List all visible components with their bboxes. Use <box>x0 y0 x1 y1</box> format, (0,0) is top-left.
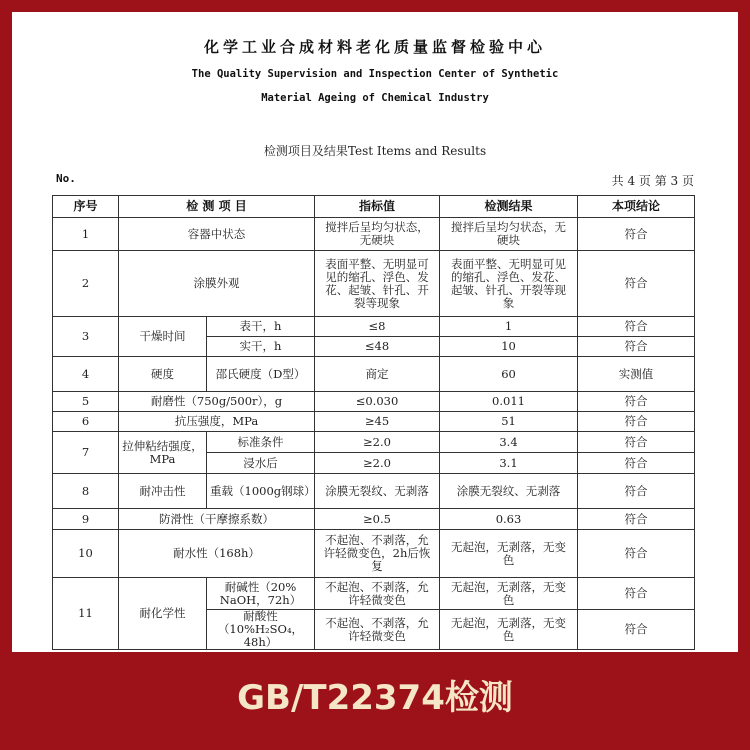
row-result: 0.63 <box>440 509 578 530</box>
page-indicator: 共 4 页 第 3 页 <box>611 174 694 188</box>
row-spec: ≥45 <box>315 412 440 432</box>
row-item: 拉伸粘结强度，MPa <box>119 432 207 474</box>
row-conclusion: 符合 <box>578 578 695 610</box>
row-conclusion: 符合 <box>578 432 695 453</box>
report-title-en-line2: Material Ageing of Chemical Industry <box>261 92 489 104</box>
row-conclusion: 符合 <box>578 392 695 412</box>
row-item: 干燥时间 <box>119 317 207 357</box>
row-spec: ≥2.0 <box>315 432 440 453</box>
table-row <box>53 412 695 432</box>
row-subitem: 浸水后 <box>207 453 315 474</box>
row-item: 防滑性（干摩擦系数） <box>119 509 315 530</box>
row-seq: 10 <box>53 530 119 578</box>
row-conclusion: 符合 <box>578 474 695 509</box>
row-spec: 不起泡、不剥落，允许轻微变色 <box>315 610 440 650</box>
row-spec: ≤48 <box>315 337 440 357</box>
row-item: 硬度 <box>119 357 207 392</box>
row-conclusion: 符合 <box>578 530 695 578</box>
row-spec: 涂膜无裂纹、无剥落 <box>315 474 440 509</box>
row-item: 耐水性（168h） <box>119 530 315 578</box>
row-seq: 6 <box>53 412 119 432</box>
row-subitem: 表干，h <box>207 317 315 337</box>
table-row <box>53 509 695 530</box>
row-result: 1 <box>440 317 578 337</box>
row-conclusion: 符合 <box>578 251 695 317</box>
row-spec: ≤0.030 <box>315 392 440 412</box>
row-conclusion: 符合 <box>578 509 695 530</box>
row-subitem: 实干，h <box>207 337 315 357</box>
report-number-label: No. <box>56 172 76 185</box>
table-row <box>53 317 695 337</box>
report-title-en-line1: The Quality Supervision and Inspection Center of Synthetic <box>191 68 559 80</box>
table-row <box>53 218 695 251</box>
report-sheet <box>12 12 738 652</box>
header-seq: 序号 <box>53 196 119 218</box>
row-seq: 11 <box>53 578 119 650</box>
row-result: 0.011 <box>440 392 578 412</box>
header-result: 检测结果 <box>440 196 578 218</box>
row-result: 无起泡，无剥落，无变色 <box>440 578 578 610</box>
table-row <box>53 578 695 610</box>
row-subitem: 耐碱性（20% NaOH，72h） <box>207 578 315 610</box>
row-result: 60 <box>440 357 578 392</box>
table-row <box>53 357 695 392</box>
row-seq: 4 <box>53 357 119 392</box>
row-item: 耐化学性 <box>119 578 207 650</box>
row-result: 51 <box>440 412 578 432</box>
row-result: 无起泡，无剥落，无变色 <box>440 610 578 650</box>
row-seq: 2 <box>53 251 119 317</box>
row-seq: 5 <box>53 392 119 412</box>
row-spec: 搅拌后呈均匀状态，无硬块 <box>315 218 440 251</box>
row-seq: 7 <box>53 432 119 474</box>
results-table <box>52 195 695 650</box>
banner-title: GB/T22374检测 <box>237 678 513 718</box>
row-conclusion: 符合 <box>578 610 695 650</box>
report-title-cn: 化学工业合成材料老化质量监督检验中心 <box>203 38 546 56</box>
table-row <box>53 392 695 412</box>
table-row <box>53 530 695 578</box>
row-conclusion: 符合 <box>578 337 695 357</box>
row-result: 3.4 <box>440 432 578 453</box>
row-seq: 1 <box>53 218 119 251</box>
row-result: 10 <box>440 337 578 357</box>
row-conclusion: 符合 <box>578 317 695 337</box>
row-item: 容器中状态 <box>119 218 315 251</box>
row-subitem: 标准条件 <box>207 432 315 453</box>
header-conclusion: 本项结论 <box>578 196 695 218</box>
row-result: 涂膜无裂纹、无剥落 <box>440 474 578 509</box>
row-seq: 8 <box>53 474 119 509</box>
row-spec: ≥2.0 <box>315 453 440 474</box>
row-spec: 不起泡、不剥落，允许轻微变色 <box>315 578 440 610</box>
report-subtitle: 检测项目及结果Test Items and Results <box>263 144 487 158</box>
header-item: 检 测 项 目 <box>119 196 315 218</box>
row-spec: 表面平整、无明显可见的缩孔、浮色、发花、起皱、针孔、开裂等现象 <box>315 251 440 317</box>
table-row <box>53 432 695 453</box>
row-item: 耐冲击性 <box>119 474 207 509</box>
row-result: 搅拌后呈均匀状态，无硬块 <box>440 218 578 251</box>
row-item: 涂膜外观 <box>119 251 315 317</box>
row-subitem: 邵氏硬度（D型） <box>207 357 315 392</box>
row-seq: 9 <box>53 509 119 530</box>
row-result: 无起泡，无剥落，无变色 <box>440 530 578 578</box>
row-subitem: 重载（1000g钢球） <box>207 474 315 509</box>
row-item: 耐磨性（750g/500r），g <box>119 392 315 412</box>
table-header-row <box>53 196 695 218</box>
row-result: 表面平整、无明显可见的缩孔、浮色、发花、起皱、针孔、开裂等现象 <box>440 251 578 317</box>
row-conclusion: 符合 <box>578 412 695 432</box>
row-conclusion: 符合 <box>578 218 695 251</box>
row-conclusion: 实测值 <box>578 357 695 392</box>
row-conclusion: 符合 <box>578 453 695 474</box>
table-row <box>53 251 695 317</box>
table-row <box>53 474 695 509</box>
row-spec: 不起泡、不剥落，允许轻微变色，2h后恢复 <box>315 530 440 578</box>
header-spec: 指标值 <box>315 196 440 218</box>
row-result: 3.1 <box>440 453 578 474</box>
row-spec: 商定 <box>315 357 440 392</box>
row-item: 抗压强度，MPa <box>119 412 315 432</box>
row-seq: 3 <box>53 317 119 357</box>
row-subitem: 耐酸性（10%H₂SO₄，48h） <box>207 610 315 650</box>
row-spec: ≥0.5 <box>315 509 440 530</box>
row-spec: ≤8 <box>315 317 440 337</box>
